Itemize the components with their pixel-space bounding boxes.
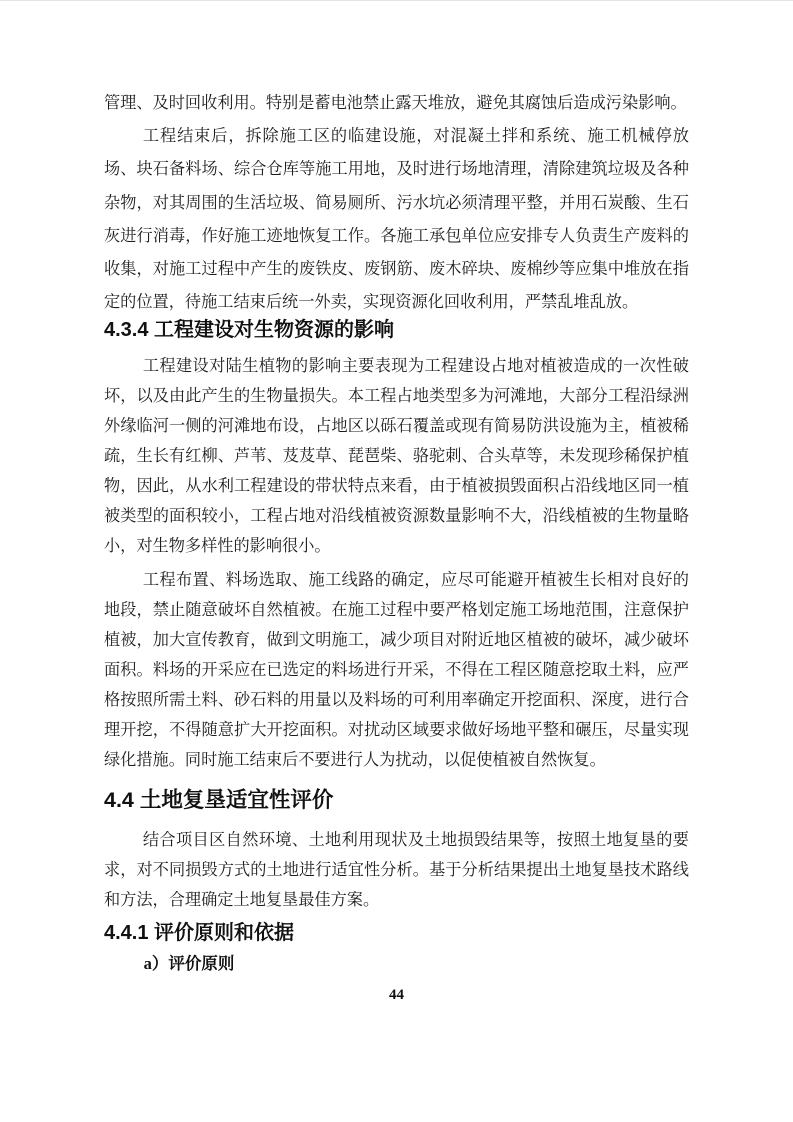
section-heading-4-3-4: 4.3.4 工程建设对生物资源的影响	[104, 319, 395, 342]
page-number: 44	[389, 987, 404, 1004]
body-paragraph-battery-management-continuation: 管理、及时回收利用。特别是蓄电池禁止露天堆放，避免其腐蚀后造成污染影响。	[104, 94, 687, 112]
section-heading-4-4: 4.4 土地复垦适宜性评价	[104, 788, 334, 813]
body-paragraph-suitability-analysis: 结合项目区自然环境、土地利用现状及土地损毁结果等，按照土地复垦的要求，对不同损毁方式的土地进行适宜性分析。基于分析结果提出土地复垦技术路线和方法，合理确定土地复垦最佳方案。	[104, 831, 689, 910]
body-paragraph-vegetation-impact: 工程建设对陆生植物的影响主要表现为工程建设占地对植被造成的一次性破坏，以及由此产生的生物量损失。本工程占地类型多为河滩地，大部分工程沿绿洲外缘临河一侧的河滩地布设，占地区以砾石覆盖或现有简易防洪设施为主，植被稀疏，生长有红柳、芦苇、芨芨草、琵琶柴、骆驼刺、合头草等，未发现珍稀保护植物，因此，从水利工程建设的带状特点来看，由于植被损毁面积占沿线地区同一植被类型的面积较小，工程占地对沿线植被资源数量影响不大，沿线植被的生物量略小，对生物多样性的影响很小。	[104, 357, 689, 556]
subheading-evaluation-principles: a）评价原则	[143, 954, 235, 974]
section-heading-4-4-1: 4.4.1 评价原则和依据	[104, 922, 295, 945]
body-paragraph-site-cleanup: 工程结束后，拆除施工区的临建设施，对混凝土拌和系统、施工机械停放场、块石备料场、综合仓库等施工用地，及时进行场地清理，清除建筑垃圾及各种杂物，对其周围的生活垃圾、简易厕所、污水坑必须清理平整，并用石炭酸、生石灰进行消毒，作好施工迹地恢复工作。各施工承包单位应安排专人负责生产废料的收集，对施工过程中产生的废铁皮、废钢筋、废木碎块、废棉纱等应集中堆放在指定的位置，待施工结束后统一外卖，实现资源化回收利用，严禁乱堆乱放。	[104, 127, 689, 312]
body-paragraph-layout-protection: 工程布置、料场选取、施工线路的确定，应尽可能避开植被生长相对良好的地段，禁止随意破坏自然植被。在施工过程中要严格划定施工场地范围，注意保护植被，加大宣传教育，做到文明施工，减少项目对附近地区植被的破坏，减少破坏面积。料场的开采应在已选定的料场进行开采，不得在工程区随意挖取土料，应严格按照所需土料、砂石料的用量以及料场的可利用率确定开挖面积、深度，进行合理开挖，不得随意扩大开挖面积。对扰动区域要求做好场地平整和碾压，尽量实现绿化措施。同时施工结束后不要进行人为扰动，以促使植被自然恢复。	[104, 571, 689, 770]
